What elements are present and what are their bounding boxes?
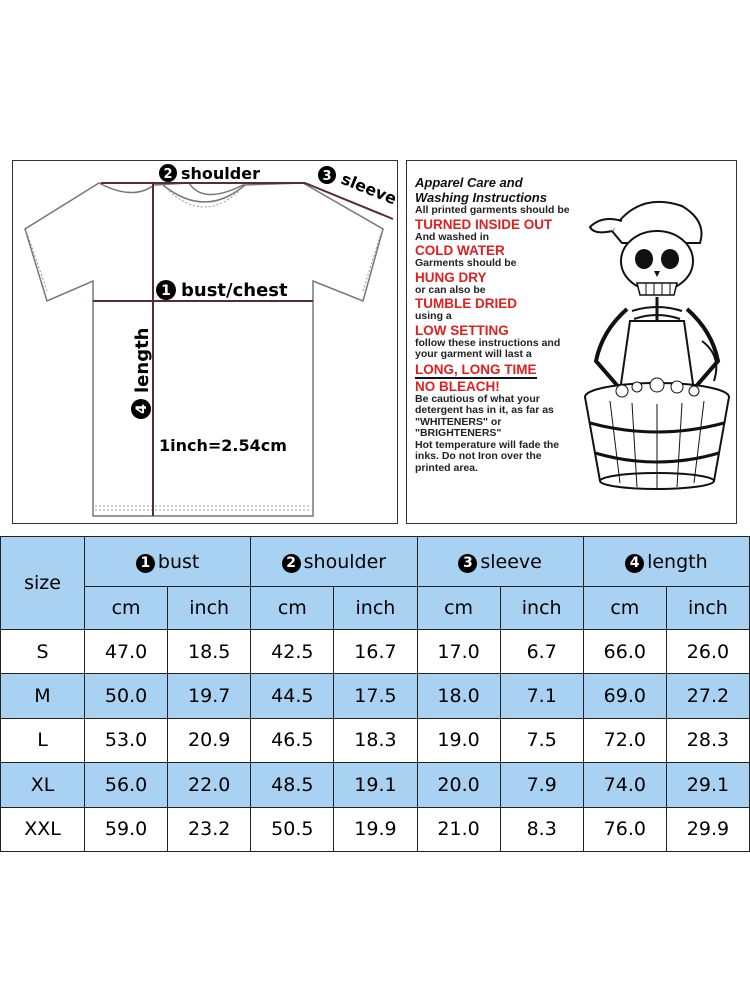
bust-header — [85, 537, 251, 587]
value-cell: 21.0 — [417, 807, 500, 851]
table-row — [1, 807, 750, 851]
shoulder-label: shoulder — [181, 164, 260, 183]
care-line: detergent has in it, as far as — [415, 404, 554, 416]
care-line: LONG, LONG TIME — [415, 361, 537, 377]
size-cell: M — [1, 674, 85, 718]
care-instructions-text — [415, 175, 585, 474]
value-cell: 74.0 — [583, 763, 666, 807]
length-number-badge: 4 — [625, 554, 644, 573]
shoulder-number-badge: 2 — [282, 554, 301, 573]
value-cell: 7.5 — [500, 718, 583, 762]
value-cell: 18.3 — [334, 718, 417, 762]
value-cell: 20.9 — [168, 718, 251, 762]
length-number: 4 — [134, 404, 150, 414]
care-line: And washed in — [415, 230, 490, 243]
value-cell: 42.5 — [251, 630, 334, 674]
size-cell: XL — [1, 763, 85, 807]
value-cell: 27.2 — [666, 674, 749, 718]
table-row — [1, 763, 750, 807]
bust-number: 1 — [161, 283, 171, 299]
value-cell: 28.3 — [666, 718, 749, 762]
care-line: HUNG DRY — [415, 269, 487, 285]
shoulder-number: 2 — [163, 167, 173, 182]
value-cell: 18.5 — [168, 630, 251, 674]
length-header-label: length — [647, 550, 708, 573]
value-cell: 19.7 — [168, 674, 251, 718]
bust-cm-header: cm — [85, 587, 168, 630]
length-inch-header: inch — [666, 587, 749, 630]
value-cell: 6.7 — [500, 630, 583, 674]
value-cell: 19.1 — [334, 763, 417, 807]
value-cell: 20.0 — [417, 763, 500, 807]
care-line: COLD WATER — [415, 243, 505, 258]
bust-number-badge: 1 — [136, 554, 155, 573]
value-cell: 19.9 — [334, 807, 417, 851]
sleeve-inch-header: inch — [500, 587, 583, 630]
left-sleeve-stitch — [27, 233, 47, 291]
length-header — [583, 537, 749, 587]
care-line: Garments should be — [415, 257, 517, 269]
size-table-body — [1, 630, 750, 852]
length-cm-header: cm — [583, 587, 666, 630]
sleeve-number-badge: 3 — [458, 554, 477, 573]
value-cell: 46.5 — [251, 718, 334, 762]
value-cell: 69.0 — [583, 674, 666, 718]
value-cell: 48.5 — [251, 763, 334, 807]
length-label: length — [132, 327, 153, 393]
care-line: All printed garments should be — [415, 204, 570, 216]
value-cell: 44.5 — [251, 674, 334, 718]
value-cell: 72.0 — [583, 718, 666, 762]
value-cell: 8.3 — [500, 807, 583, 851]
shoulder-cm-header: cm — [251, 587, 334, 630]
conversion-note: 1inch=2.54cm — [159, 436, 287, 455]
value-cell: 17.5 — [334, 674, 417, 718]
table-row — [1, 630, 750, 674]
shoulder-header — [251, 537, 417, 587]
value-cell: 23.2 — [168, 807, 251, 851]
shirt-diagram — [13, 161, 399, 525]
tshirt-outline — [25, 183, 383, 516]
sleeve-cm-header: cm — [417, 587, 500, 630]
value-cell: 50.5 — [251, 807, 334, 851]
value-cell: 26.0 — [666, 630, 749, 674]
right-sleeve-stitch — [363, 233, 381, 291]
value-cell: 19.0 — [417, 718, 500, 762]
care-line: inks. Do not Iron over the — [415, 450, 542, 462]
care-line: or can also be — [415, 283, 486, 296]
bust-inch-header: inch — [168, 587, 251, 630]
care-line: follow these instructions and — [415, 336, 561, 349]
size-cell: L — [1, 718, 85, 762]
care-line: TURNED INSIDE OUT — [415, 216, 553, 232]
size-cell: S — [1, 630, 85, 674]
value-cell: 53.0 — [85, 718, 168, 762]
bust-label: bust/chest — [181, 280, 288, 301]
value-cell: 22.0 — [168, 763, 251, 807]
value-cell: 16.7 — [334, 630, 417, 674]
care-line: "BRIGHTENERS" — [415, 427, 502, 439]
care-line: printed area. — [415, 461, 479, 474]
care-instructions-panel — [406, 160, 737, 524]
value-cell: 56.0 — [85, 763, 168, 807]
table-row — [1, 718, 750, 762]
value-cell: 66.0 — [583, 630, 666, 674]
table-row — [1, 674, 750, 718]
care-line: Hot temperature will fade the — [415, 438, 560, 451]
shoulder-header-label: shoulder — [303, 550, 387, 573]
care-line: using a — [415, 310, 452, 322]
care-line: LOW SETTING — [415, 322, 509, 338]
care-line: Washing Instructions — [415, 190, 547, 205]
value-cell: 17.0 — [417, 630, 500, 674]
care-line: your garment will last a — [415, 348, 532, 360]
value-cell: 29.9 — [666, 807, 749, 851]
sleeve-header — [417, 537, 583, 587]
value-cell: 29.1 — [666, 763, 749, 807]
care-line: TUMBLE DRIED — [415, 296, 517, 311]
size-header: size — [1, 537, 85, 630]
sleeve-header-label: sleeve — [480, 550, 542, 573]
care-line: Apparel Care and — [415, 175, 523, 190]
value-cell: 7.9 — [500, 763, 583, 807]
value-cell: 76.0 — [583, 807, 666, 851]
value-cell: 7.1 — [500, 674, 583, 718]
care-line: NO BLEACH! — [415, 378, 500, 394]
care-line: Be cautious of what your — [415, 392, 540, 405]
value-cell: 47.0 — [85, 630, 168, 674]
sleeve-number: 3 — [322, 169, 332, 184]
care-line: "WHITENERS" or — [415, 415, 502, 428]
value-cell: 50.0 — [85, 674, 168, 718]
size-cell: XXL — [1, 807, 85, 851]
value-cell: 18.0 — [417, 674, 500, 718]
bust-header-label: bust — [157, 550, 200, 573]
sleeve-label: sleeve — [338, 169, 399, 209]
value-cell: 59.0 — [85, 807, 168, 851]
skeleton-washing-illustration — [582, 191, 732, 491]
size-chart-table — [0, 536, 750, 852]
shoulder-inch-header: inch — [334, 587, 417, 630]
shirt-diagram-panel — [12, 160, 398, 524]
